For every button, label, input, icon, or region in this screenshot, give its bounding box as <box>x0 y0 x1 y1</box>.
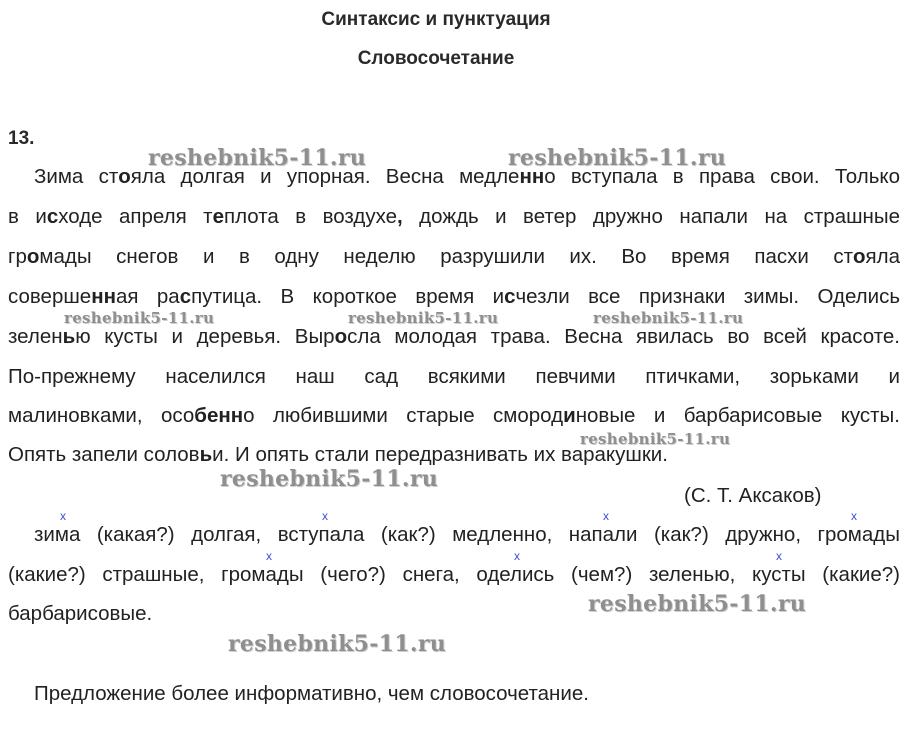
phrases-line: барбарисовые. <box>8 602 153 625</box>
text-line: совершенная распутица. В короткое время исчезли все признаки зимы. Оделись <box>8 285 901 308</box>
text-line: в исходе апреля теплота в воздухе, дождь и ветер дружно напали на страшные <box>8 205 900 228</box>
main-word-marker: x <box>60 509 66 523</box>
main-word-marker: x <box>776 549 782 563</box>
phrases-line: (какие?) страшные, громады (чего?) снега, оделись (чем?) зеленью, кусты (какие?) <box>8 563 900 586</box>
watermark: reshebnik5-11.ru <box>64 309 215 327</box>
watermark: reshebnik5-11.ru <box>348 309 499 327</box>
text-line: Опять запели соловьи. И опять стали передразнивать их варакушки. <box>8 443 668 466</box>
main-word-marker: x <box>603 509 609 523</box>
author-signature: (С. Т. Аксаков) <box>684 484 822 507</box>
main-word-marker: x <box>266 549 272 563</box>
section-title: Синтаксис и пунктуация <box>321 9 551 30</box>
watermark: reshebnik5-11.ru <box>220 466 439 492</box>
watermark: reshebnik5-11.ru <box>580 430 731 448</box>
exercise-number: 13. <box>8 128 35 149</box>
watermark: reshebnik5-11.ru <box>148 145 367 171</box>
watermark: reshebnik5-11.ru <box>508 145 727 171</box>
main-word-marker: x <box>514 549 520 563</box>
main-word-marker: x <box>851 509 857 523</box>
watermark: reshebnik5-11.ru <box>588 591 807 617</box>
phrases-line: зима (какая?) долгая, вступала (как?) медленно, напали (как?) дружно, громады <box>34 523 900 546</box>
watermark: reshebnik5-11.ru <box>228 631 447 657</box>
conclusion-text: Предложение более информативно, чем словосочетание. <box>34 682 589 705</box>
text-line: громады снегов и в одну неделю разрушили их. Во время пасхи стояла <box>8 245 900 268</box>
text-line: зеленью кусты и деревья. Выросла молодая трава. Весна явилась во всей красоте. <box>8 325 900 348</box>
watermark: reshebnik5-11.ru <box>593 309 744 327</box>
text-line: По-прежнему населился наш сад всякими певчими птичками, зорьками и <box>8 365 900 388</box>
main-word-marker: x <box>322 509 328 523</box>
text-line: Зима стояла долгая и упорная. Весна медленно вступала в права свои. Только <box>34 165 900 188</box>
page-title: Словосочетание <box>357 48 515 69</box>
text-line: малиновками, особенно любившими старые смородиновые и барбарисовые кусты. <box>8 404 900 427</box>
